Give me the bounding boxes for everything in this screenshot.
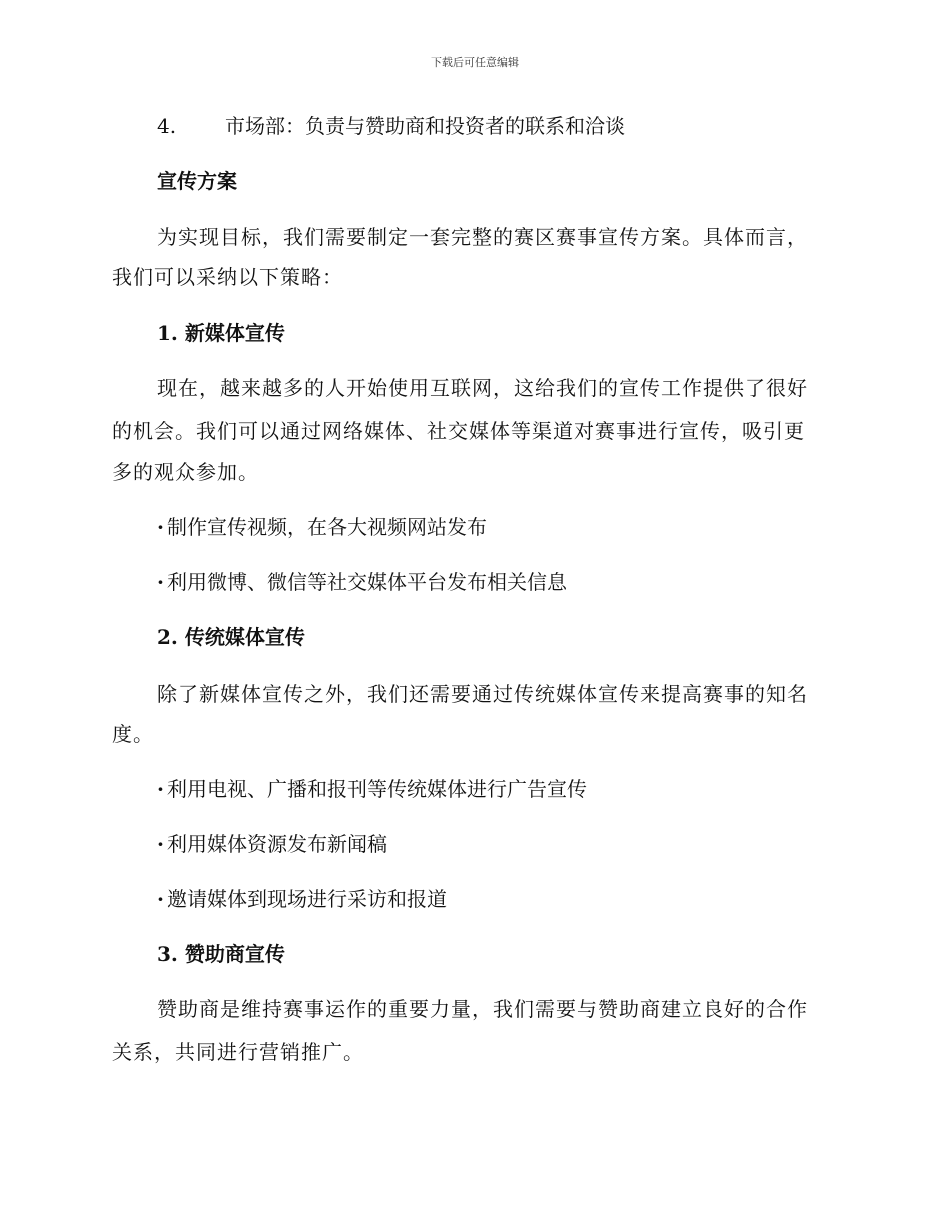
- bullet-icon: ·: [157, 832, 164, 856]
- bullet-text: 利用微博、微信等社交媒体平台发布相关信息: [167, 570, 567, 594]
- bullet-text: 利用电视、广播和报刊等传统媒体进行广告宣传: [167, 777, 587, 801]
- paragraph-line: 现在，越来越多的人开始使用互联网，这给我们的宣传工作提供了很好: [157, 376, 808, 400]
- paragraph-line: 为实现目标，我们需要制定一套完整的赛区赛事宣传方案。具体而言，: [157, 225, 808, 249]
- paragraph-line: 除了新媒体宣传之外，我们还需要通过传统媒体宣传来提高赛事的知名: [157, 682, 808, 706]
- bullet-text: 邀请媒体到现场进行采访和报道: [167, 887, 447, 911]
- bullet-item: [157, 881, 877, 917]
- paragraph-line: 关系，共同进行营销推广。: [112, 1040, 364, 1064]
- bullet-icon: ·: [157, 570, 164, 594]
- paragraph-line: 的机会。我们可以通过网络媒体、社交媒体等渠道对赛事进行宣传，吸引更: [112, 419, 805, 443]
- bullet-icon: ·: [157, 515, 164, 539]
- paragraph-line: 我们可以采纳以下策略：: [112, 265, 343, 289]
- subsection-heading: 2. 传统媒体宣传: [157, 625, 305, 649]
- page-header: 下载后可任意编辑: [431, 56, 519, 69]
- bullet-item: [157, 826, 877, 862]
- bullet-text: 制作宣传视频，在各大视频网站发布: [167, 515, 487, 539]
- subsection-heading: 3. 赞助商宣传: [157, 942, 285, 966]
- bullet-item: [157, 509, 877, 545]
- paragraph-line: 度。: [112, 722, 154, 746]
- paragraph-line: 多的观众参加。: [112, 460, 259, 484]
- bullet-item: [157, 564, 877, 600]
- subsection-heading: 1. 新媒体宣传: [157, 321, 285, 345]
- list-number: 4.: [157, 114, 177, 138]
- section-heading: 宣传方案: [157, 169, 237, 193]
- bullet-icon: ·: [157, 777, 164, 801]
- bullet-text: 利用媒体资源发布新闻稿: [167, 832, 387, 856]
- paragraph-line: 赞助商是维持赛事运作的重要力量，我们需要与赞助商建立良好的合作: [157, 997, 808, 1021]
- list-item-text: 市场部：负责与赞助商和投资者的联系和洽谈: [225, 114, 625, 138]
- bullet-icon: ·: [157, 887, 164, 911]
- list-item-4: [157, 108, 877, 144]
- bullet-item: [157, 771, 877, 807]
